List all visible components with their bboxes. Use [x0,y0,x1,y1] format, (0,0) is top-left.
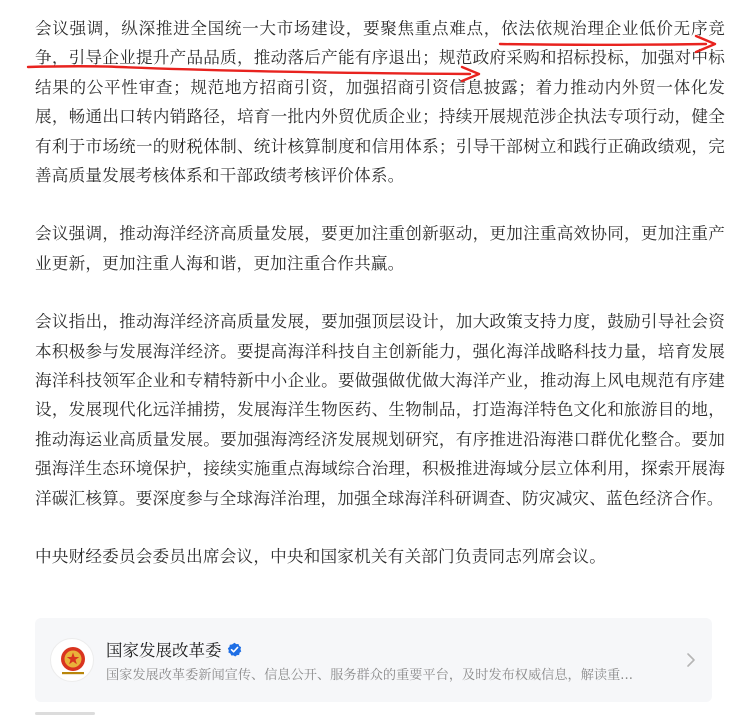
verified-badge-icon [227,642,242,657]
article-body [35,14,725,601]
chevron-right-icon[interactable] [686,652,696,668]
account-name [106,637,242,661]
article-paragraph-2: 会议强调，推动海洋经济高质量发展，要更加注重创新驱动，更加注重高效协同，更加注重产业更新，更加注重人海和谐，更加注重合作共赢。 [35,224,725,273]
account-description: 国家发展改革委新闻宣传、信息公开、服务群众的重要平台，及时发布权威信息，解读重... [106,668,633,683]
account-name-text: 国家发展改革委 [106,641,222,660]
next-content-cutoff [35,709,115,715]
article-paragraph-3: 会议指出，推动海洋经济高质量发展，要加强顶层设计，加大政策支持力度，鼓励引导社会资本积极参与发展海洋经济。要提高海洋科技自主创新能力，强化海洋战略科技力量，培育发展海洋科技领军企业和专精特新中小企业。要做强做优做大海洋产业，推动海上风电规范有序建设，发展现代化远洋捕捞，发展海洋生物医药、生物制品，打造海洋特色文化和旅游目的地，推动海运业高质量发展。要加强海湾经济发展规划研究，有序推进沿海港口群优化整合。要加强海洋生态环境保护，接续实施重点海域综合治理，积极推进海域分层立体利用，探索开展海洋碳汇核算。要深度参与全球海洋治理，加强全球海洋科研调查、防灾减灾、蓝色经济合作。 [35,312,725,508]
article-paragraph-1: 会议强调，纵深推进全国统一大市场建设，要聚焦重点难点，依法依规治理企业低价无序竞争，引导企业提升产品品质，推动落后产能有序退出；规范政府采购和招标投标，加强对中标结果的公平性审查；规范地方招商引资，加强招商引资信息披露；着力推动内外贸一体化发展，畅通出口转内销路径，培育一批内外贸优质企业；持续开展规范涉企执法专项行动，健全有利于市场统一的财税体制、统计核算制度和信用体系；引导干部树立和践行正确政绩观，完善高质量发展考核体系和干部政绩考核评价体系。 [35,19,725,186]
account-card[interactable] [35,618,712,702]
article-paragraph-4: 中央财经委员会委员出席会议，中央和国家机关有关部门负责同志列席会议。 [35,547,606,567]
national-emblem-icon [50,638,94,682]
